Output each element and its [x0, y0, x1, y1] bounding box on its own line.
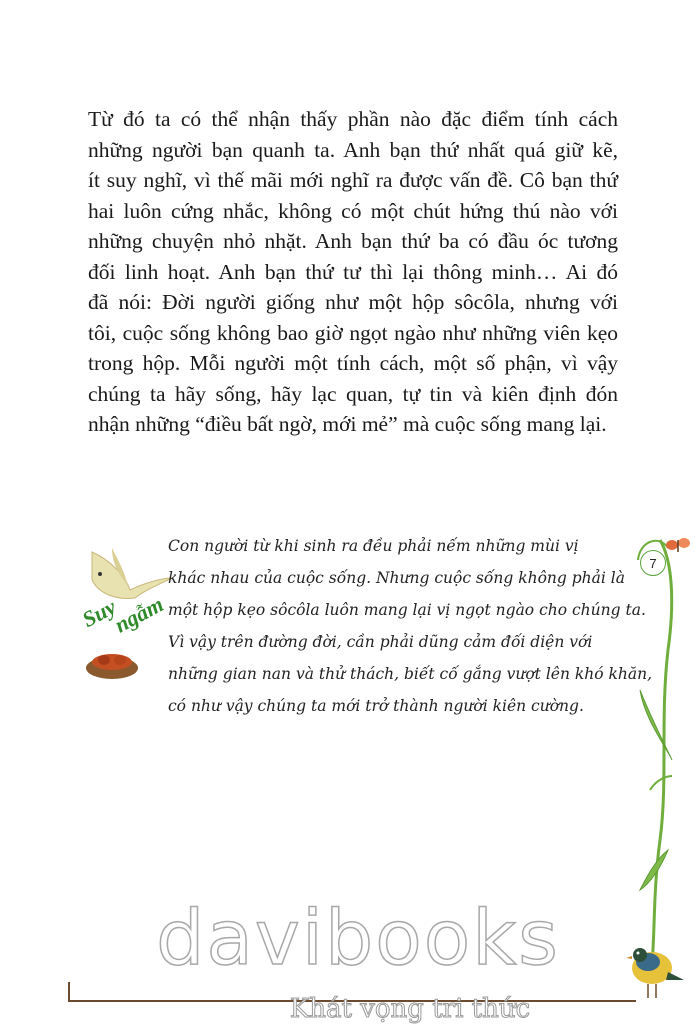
reflection-line: khác nhau của cuộc sống. Nhưng cuộc sống không phải là [168, 569, 625, 587]
reflection-line: những gian nan và thử thách, biết cố gắng vượt lên khó khăn, [168, 665, 653, 683]
reflection-line: Vì vậy trên đường đời, cần phải dũng cảm đối diện với [168, 633, 593, 651]
reflection-label-line2: ngẫm [110, 591, 168, 638]
body-line: Từ đó ta có thể nhận thấy phần nào đặc điểm tính cách [88, 107, 618, 131]
corner-tick [68, 982, 70, 1002]
reflection-line: Con người từ khi sinh ra đều phải nếm những mùi vị [168, 537, 579, 555]
body-line: ít suy nghĩ, vì thế mãi mới nghĩ ra được vấn đề. Cô bạn thứ [88, 168, 618, 192]
watermark-brand: davibooks [156, 893, 560, 982]
small-bird-icon [626, 948, 684, 998]
body-line: hai luôn cứng nhắc, không có một chút hứng thú nào với [88, 198, 618, 223]
body-line: những người bạn quanh ta. Anh bạn thứ nhất quá giữ kẽ, [88, 137, 618, 162]
body-line: nhận những “điều bất ngờ, mới mẻ” mà cuộc sống mang lại. [88, 412, 607, 436]
nest-icon [86, 654, 138, 679]
reflection-line: có như vậy chúng ta mới trở thành người kiên cường. [168, 697, 584, 715]
watermark-tagline: Khát vọng tri thức [289, 994, 531, 1024]
reflection-label-line1: Suy [78, 593, 120, 633]
reflection-line: một hộp kẹo sôcôla luôn mang lại vị ngọt ngào cho chúng ta. [168, 601, 646, 619]
body-line: chúng ta hãy sống, hãy lạc quan, tự tin và kiên định đón [88, 381, 618, 406]
body-line: đã nói: Đời người giống như một hộp sôcôla, nhưng với [88, 290, 618, 314]
body-line: những chuyện nhỏ nhặt. Anh bạn thứ ba có đầu óc tương [88, 229, 618, 253]
butterfly-icon [666, 538, 690, 552]
reflection-text [168, 530, 653, 722]
page-number: 7 [640, 550, 666, 576]
body-line: trong hộp. Mỗi người một tính cách, một số phận, vì vậy [88, 351, 618, 375]
body-line: tôi, cuộc sống không bao giờ ngọt ngào như những viên kẹo [88, 320, 618, 345]
body-line: đối linh hoạt. Anh bạn thứ tư thì lại thông minh… Ai đó [88, 259, 618, 284]
